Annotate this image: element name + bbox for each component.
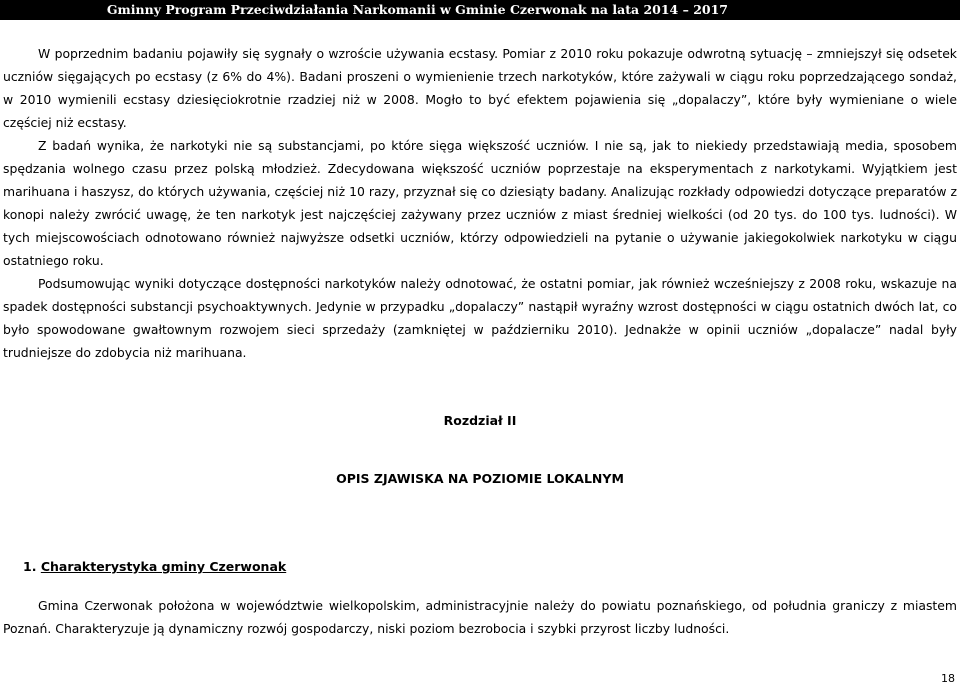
chapter-subtitle: OPIS ZJAWISKA NA POZIOMIE LOKALNYM xyxy=(336,471,624,486)
chapter-title: Rozdział II xyxy=(443,413,517,428)
header-title: Gminny Program Przeciwdziałania Narkomanii w Gminie Czerwonak na lata 2014 – 2017 xyxy=(106,2,728,17)
section-title: Charakterystyka gminy Czerwonak xyxy=(40,559,287,574)
document-header xyxy=(0,0,960,20)
section-number: 1. xyxy=(23,559,37,574)
page-number: 18 xyxy=(941,672,955,685)
paragraph: W poprzednim badaniu pojawiły się sygnały o wzroście używania ecstasy. Pomiar z 2010 roku pokazuje odwrotną sytuację – zmniejszył się odsetek uczniów sięgających po ecstasy (z 6% do 4%). Badani proszeni o wymienienie trzech narkotyków, które zażywali w ciągu roku poprzedzającego sondaż, w 2010 wymienili ecstasy dziesięciokrotnie rzadziej niż w 2008. Mogło to być efektem pojawienia się „dopalaczy”, które były wymieniane o wiele częściej niż ecstasy. xyxy=(3,46,957,130)
section-heading xyxy=(23,559,286,575)
paragraph: Z badań wynika, że narkotyki nie są substancjami, po które sięga większość uczniów. I nie są, jak to niekiedy przedstawiają media, sposobem spędzania wolnego czasu przez polską młodzież. Zdecydowana większość uczniów poprzestaje na eksperymentach z narkotykami. Wyjątkiem jest marihuana i haszysz, do których używania, częściej niż 10 razy, przyznał się co dziesiąty badany. Analizując rozkłady odpowiedzi dotyczące preparatów z konopi należy zwrócić uwagę, że ten narkotyk jest najczęściej zażywany przez uczniów z miast średniej wielkości (od 20 tys. do 100 tys. ludności). W tych miejscowościach odnotowano również najwyższe odsetki uczniów, którzy odpowiedzieli na pytanie o używanie jakiegokolwiek narkotyku w ciągu ostatniego roku. xyxy=(3,138,957,268)
paragraph: Podsumowując wyniki dotyczące dostępności narkotyków należy odnotować, że ostatni pomiar, jak również wcześniejszy z 2008 roku, wskazuje na spadek dostępności substancji psychoaktywnych. Jedynie w przypadku „dopalaczy” nastąpił wyraźny wzrost dostępności w ciągu ostatnich dwóch lat, co było spowodowane gwałtownym rozwojem sieci sprzedaży (zamkniętej w październiku 2010). Jednakże w opinii uczniów „dopalacze” nadal były trudniejsze do zdobycia niż marihuana. xyxy=(3,276,957,360)
section-paragraph: Gmina Czerwonak położona w województwie wielkopolskim, administracyjnie należy do powiatu poznańskiego, od południa graniczy z miastem Poznań. Charakteryzuje ją dynamiczny rozwój gospodarczy, niski poziom bezrobocia i szybki przyrost liczby ludności. xyxy=(3,598,957,636)
main-text-block xyxy=(3,42,957,364)
section-text-block xyxy=(3,594,957,640)
